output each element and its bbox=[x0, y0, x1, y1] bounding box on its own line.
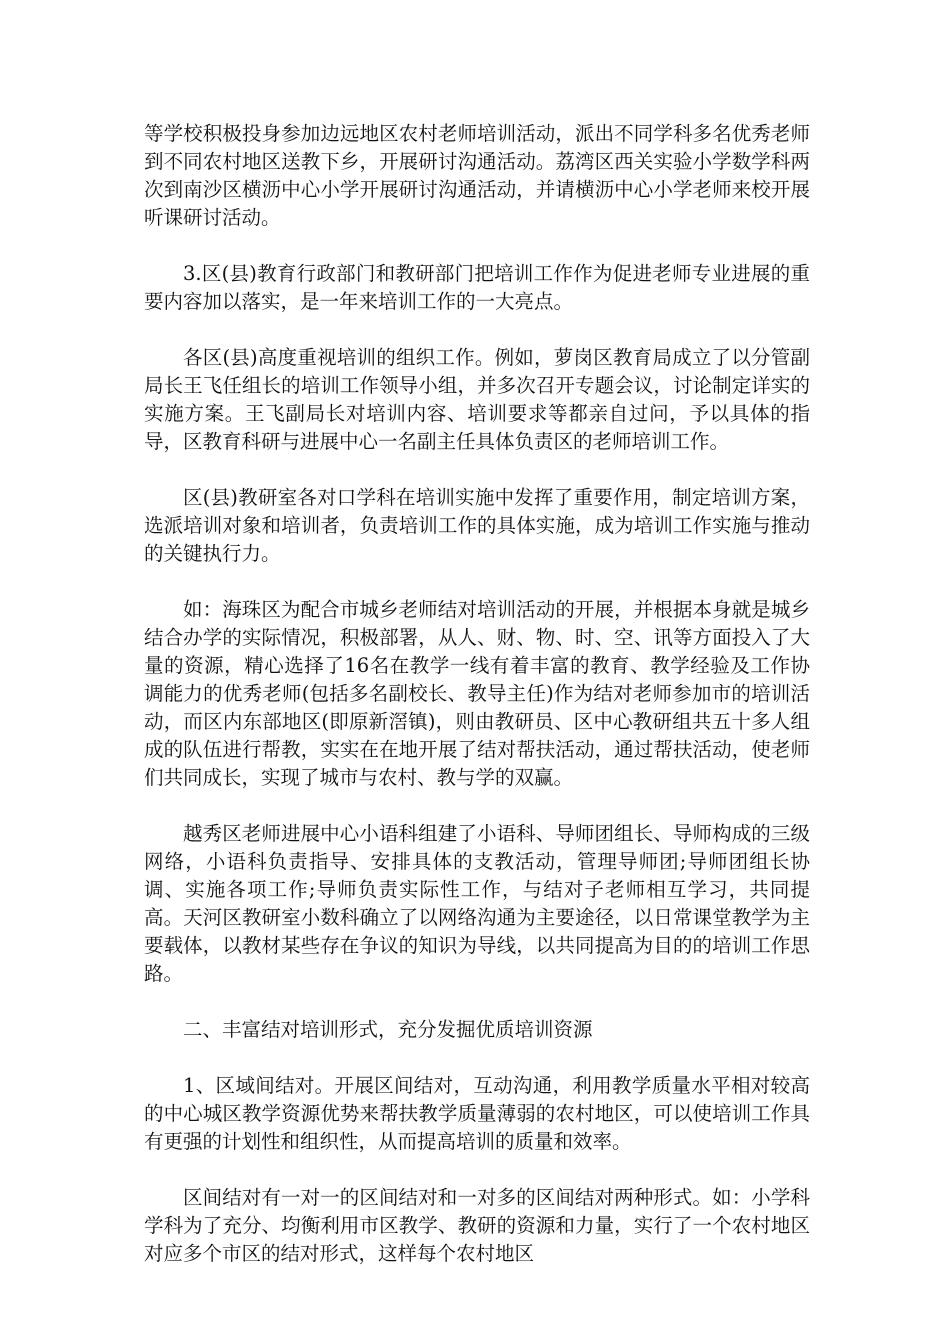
paragraph-6: 越秀区老师进展中心小语科组建了小语科、导师团组长、导师构成的三级网络，小语科负责指导、安排具体的支教活动，管理导师团;导师团组长协调、实施各项工作;导师负责实际性工作，与结对子老师相互学习，共同提高。天河区教研室小数科确立了以网络沟通为主要途径，以日常课堂教学为主要载体，以教材某些存在争议的知识为导线，以共同提高为目的的培训工作思路。 bbox=[144, 822, 810, 985]
paragraph-1: 等学校积极投身参加边远地区农村老师培训活动，派出不同学科多名优秀老师到不同农村地区送教下乡，开展研讨沟通活动。荔湾区西关实验小学数学科两次到南沙区横沥中心小学开展研讨沟通活动，并请横沥中心小学老师来校开展听课研讨活动。 bbox=[144, 122, 810, 229]
section-heading: 二、丰富结对培训形式，充分发掘优质培训资源 bbox=[183, 1018, 593, 1041]
paragraph-4: 区(县)教研室各对口学科在培训实施中发挥了重要作用，制定培训方案，选派培训对象和培训者，负责培训工作的具体实施，成为培训工作实施与推动的关键执行力。 bbox=[144, 486, 810, 565]
paragraph-3: 各区(县)高度重视培训的组织工作。例如，萝岗区教育局成立了以分管副局长王飞任组长的培训工作领导小组，并多次召开专题会议，讨论制定详实的实施方案。王飞副局长对培训内容、培训要求等都亲自过问，予以具体的指导，区教育科研与进展中心一名副主任具体负责区的老师培训工作。 bbox=[144, 346, 810, 453]
paragraph-2: 3.区(县)教育行政部门和教研部门把培训工作作为促进老师专业进展的重要内容加以落实，是一年来培训工作的一大亮点。 bbox=[144, 262, 810, 313]
paragraph-7: 1、区域间结对。开展区间结对，互动沟通，利用教学质量水平相对较高的中心城区教学资源优势来帮扶教学质量薄弱的农村地区，可以使培训工作具有更强的计划性和组织性，从而提高培训的质量和效率。 bbox=[144, 1074, 810, 1153]
document-page bbox=[144, 120, 810, 1296]
paragraph-5: 如：海珠区为配合市城乡老师结对培训活动的开展，并根据本身就是城乡结合办学的实际情况，积极部署，从人、财、物、时、空、讯等方面投入了大量的资源，精心选择了16名在教学一线有着丰富的教育、教学经验及工作协调能力的优秀老师(包括多名副校长、教导主任)作为结对老师参加市的培训活动，而区内东部地区(即原新滘镇)，则由教研员、区中心教研组共五十多人组成的队伍进行帮教，实实在在地开展了结对帮扶活动，通过帮扶活动，使老师们共同成长，实现了城市与农村、教与学的双赢。 bbox=[144, 598, 810, 789]
paragraph-8: 区间结对有一对一的区间结对和一对多的区间结对两种形式。如：小学科学科为了充分、均衡利用市区教学、教研的资源和力量，实行了一个农村地区对应多个市区的结对形式，这样每个农村地区 bbox=[144, 1186, 810, 1265]
